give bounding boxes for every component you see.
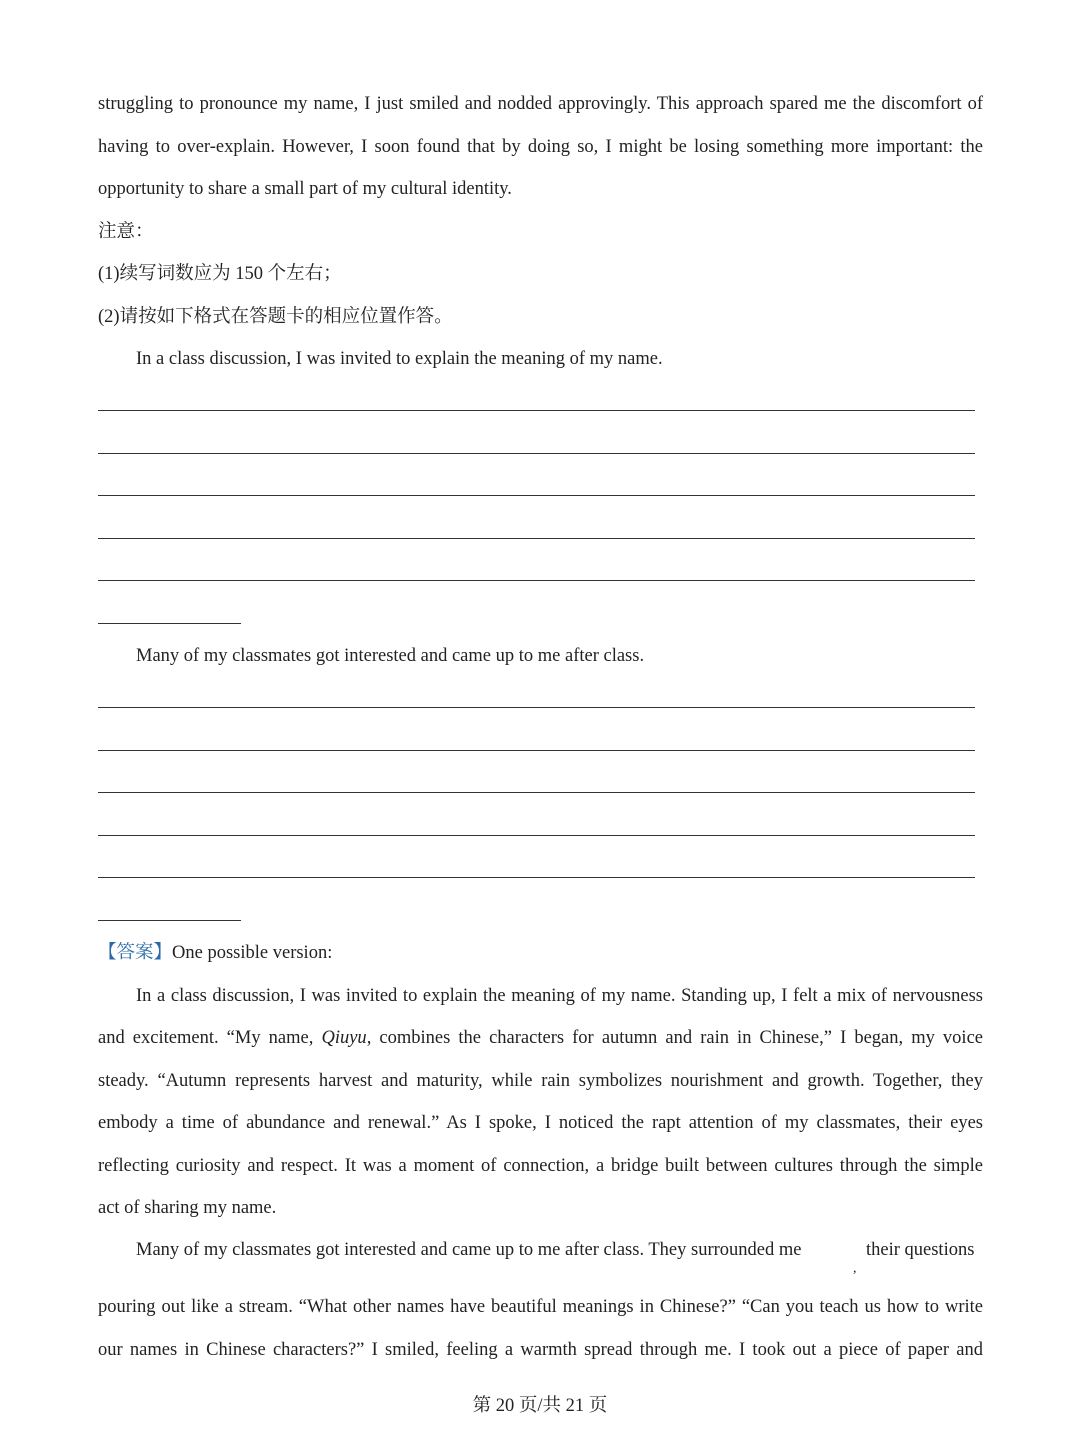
prompt-opening-1: In a class discussion, I was invited to explain the meaning of my name. (136, 349, 663, 369)
notes-item: (1)续写词数应为 150 个左右； (98, 264, 342, 284)
answer-tag: 【答案】 (98, 943, 173, 963)
writing-line[interactable] (98, 453, 975, 454)
writing-line[interactable] (98, 495, 975, 496)
writing-line[interactable] (98, 750, 975, 751)
passage-line: struggling to pronounce my name, I just smiled and nodded approvingly. This approach spared me the discomfort of (98, 94, 983, 114)
stray-comma: , (853, 1261, 857, 1276)
answer-line: our names in Chinese characters?” I smiled, feeling a warmth spread through me. I took out a piece of paper and (98, 1340, 983, 1360)
answer-line: reflecting curiosity and respect. It was a moment of connection, a bridge built between cultures through the simple (98, 1156, 983, 1176)
answer-line: act of sharing my name. (98, 1198, 277, 1218)
writing-line[interactable] (98, 538, 975, 539)
passage-line: having to over-explain. However, I soon found that by doing so, I might be losing something more important: the (98, 137, 983, 157)
answer-line: Many of my classmates got interested and came up to me after class. They surrounded me (136, 1240, 802, 1260)
writing-line[interactable] (98, 580, 975, 581)
writing-line[interactable] (98, 920, 241, 921)
writing-line[interactable] (98, 792, 975, 793)
answer-text: and excitement. “My name, (98, 1028, 322, 1048)
answer-line: pouring out like a stream. “What other names have beautiful meanings in Chinese?” “Can you teach us how to write (98, 1297, 983, 1317)
answer-line: their questions (866, 1240, 975, 1260)
answer-text: , combines the characters for autumn and rain in Chinese,” I began, my voice (366, 1028, 983, 1048)
answer-line (98, 1025, 983, 1051)
writing-line[interactable] (98, 707, 975, 708)
name-italic: Qiuyu (321, 1028, 367, 1048)
writing-line[interactable] (98, 410, 975, 411)
writing-line[interactable] (98, 877, 975, 878)
answer-line: embody a time of abundance and renewal.” As I spoke, I noticed the rapt attention of my classmates, their eyes (98, 1113, 983, 1133)
answer-heading (98, 940, 983, 966)
answer-line: In a class discussion, I was invited to explain the meaning of my name. Standing up, I felt a mix of nervousness (136, 986, 983, 1006)
answer-line: steady. “Autumn represents harvest and maturity, while rain symbolizes nourishment and growth. Together, they (98, 1071, 983, 1091)
prompt-opening-2: Many of my classmates got interested and came up to me after class. (136, 646, 645, 666)
passage-line: opportunity to share a small part of my cultural identity. (98, 179, 512, 199)
notes-heading: 注意： (98, 222, 154, 242)
notes-item: (2)请按如下格式在答题卡的相应位置作答。 (98, 307, 453, 327)
answer-intro: One possible version: (172, 943, 333, 963)
writing-line[interactable] (98, 835, 975, 836)
page-number: 第 20 页/共 21 页 (472, 1396, 608, 1416)
writing-line[interactable] (98, 623, 241, 624)
